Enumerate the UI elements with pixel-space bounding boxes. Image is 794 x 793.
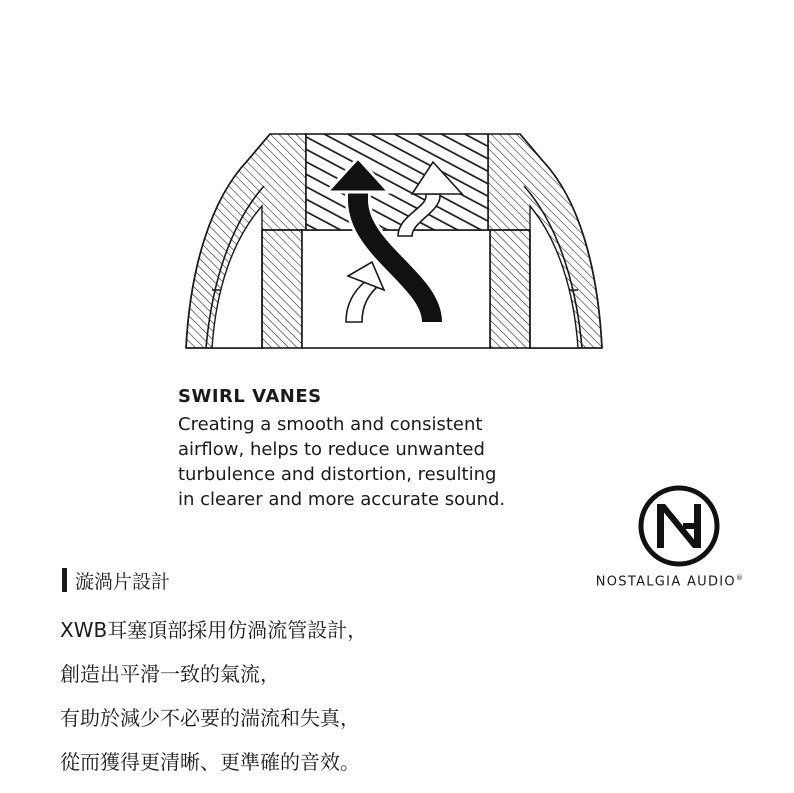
chinese-line: XWB耳塞頂部採用仿渦流管設計，: [60, 618, 368, 642]
swirl-vanes: [306, 134, 488, 230]
chinese-heading: [62, 568, 170, 592]
english-title: SWIRL VANES: [178, 386, 322, 407]
chinese-description: [60, 608, 367, 784]
english-line: turbulence and distortion, resulting: [178, 464, 497, 485]
registered-mark: ®: [735, 574, 745, 582]
nh-circle-logo-icon: [637, 484, 721, 568]
english-line: airflow, helps to reduce unwanted: [178, 439, 485, 460]
english-line: in clearer and more accurate sound.: [178, 489, 506, 510]
right-stem-wall: [490, 230, 530, 348]
chinese-line: 從而獲得更清晰、更準確的音效。: [60, 750, 360, 774]
brand-name: [560, 574, 780, 589]
brand-name-text: NOSTALGIA AUDIO: [595, 574, 736, 590]
english-description: [178, 412, 578, 512]
chinese-heading-text: 漩渦片設計: [75, 570, 171, 593]
left-stem-wall: [262, 230, 302, 348]
chinese-line: 創造出平滑一致的氣流，: [60, 662, 280, 686]
eartip-swirl-vane-diagram: [0, 0, 794, 380]
chinese-line: 有助於減少不必要的湍流和失真，: [60, 706, 360, 730]
heading-bar: [62, 568, 67, 592]
english-line: Creating a smooth and consistent: [178, 414, 483, 435]
